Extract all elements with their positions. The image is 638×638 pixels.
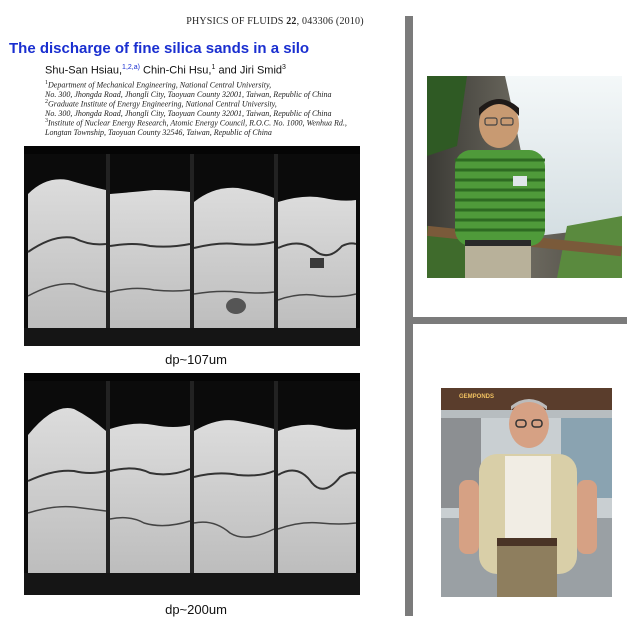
airport-sign: GEMPONDS: [459, 394, 495, 400]
affiliation-sup: 3: [45, 118, 48, 124]
author-sup: 3: [282, 64, 286, 71]
silo-image-bottom: [24, 373, 360, 595]
figure-caption-bottom: dp~200um: [165, 602, 227, 617]
silo-panel: [110, 190, 190, 328]
affiliation-line: No. 300, Jhongda Road, Jhongli City, Taoyuan County 32001, Taiwan, Republic of China: [45, 109, 332, 119]
affiliation-line: Graduate Institute of Energy Engineering, National Central University,: [48, 99, 277, 109]
horizontal-divider: [413, 317, 627, 324]
affiliation-line: Department of Mechanical Engineering, National Central University,: [48, 80, 272, 90]
silo-panel: [278, 197, 356, 328]
silo-image-top: [24, 146, 360, 346]
affiliation-1: [45, 79, 405, 100]
figure-caption-top: dp~107um: [165, 352, 227, 367]
author-name: and Jiri Smid: [215, 64, 283, 77]
author-photo-bottom: [441, 388, 612, 597]
affiliation-3: [45, 117, 405, 138]
vertical-divider: [405, 16, 413, 616]
journal-name: PHYSICS OF FLUIDS: [186, 16, 284, 27]
paper-title: The discharge of fine silica sands in a silo: [9, 40, 310, 57]
author-list: [45, 64, 286, 77]
author-sup: 1: [211, 64, 216, 71]
author-name: Shu-San Hsiau,: [45, 64, 123, 77]
affiliation-line: No. 300, Jhongda Road, Jhongli City, Taoyuan County 32001, Taiwan, Republic of China: [45, 90, 332, 100]
silo-panel: [110, 424, 190, 573]
journal-volume: 22: [286, 16, 297, 27]
silo-panel: [28, 179, 106, 328]
journal-header: [150, 16, 400, 27]
author-photo-top: [427, 76, 622, 278]
affiliation-line: Institute of Nuclear Energy Research, Atomic Energy Council, R.O.C. No. 1000, Wenhua Rd.,: [48, 118, 347, 128]
affiliation-line: Longtan Township, Taoyuan County 32546, Taiwan, Republic of China: [45, 128, 272, 138]
journal-article: , 043306 (2010): [296, 16, 364, 27]
silo-panel: [28, 408, 106, 573]
silo-panel: [278, 425, 356, 573]
silo-panel: [194, 420, 274, 573]
author-name: Chin-Chi Hsu,: [139, 64, 212, 77]
affiliation-sup: 2: [45, 99, 48, 105]
affiliation-2: [45, 98, 405, 119]
affiliation-sup: 1: [45, 80, 48, 86]
author-sup[interactable]: 1,2,a): [122, 64, 140, 71]
silo-panel: [194, 188, 274, 328]
